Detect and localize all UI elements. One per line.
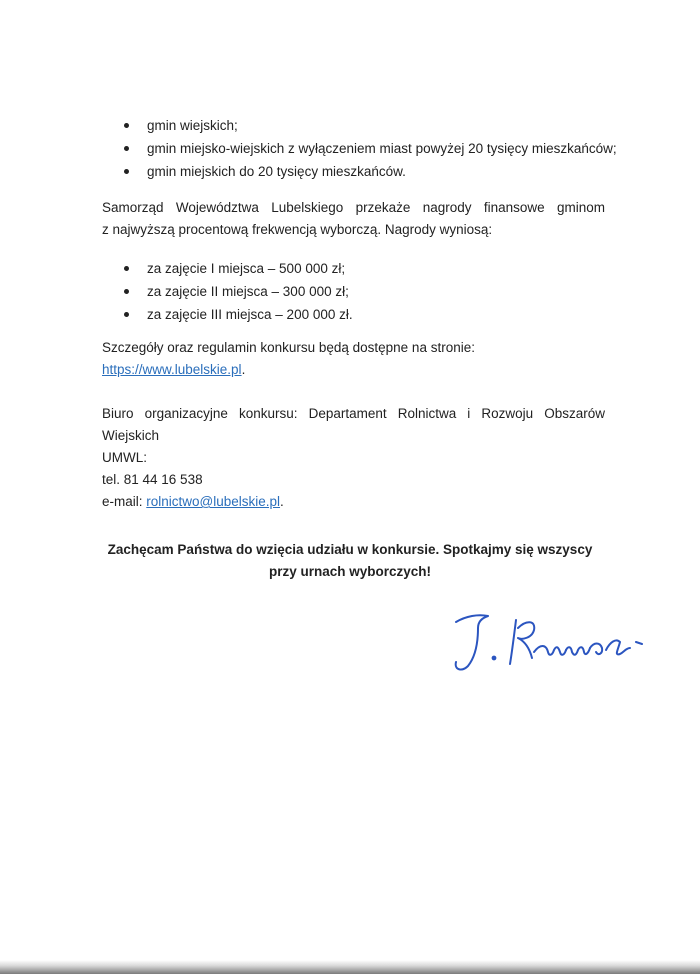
scan-edge-shadow: [0, 960, 700, 974]
office-line-2: UMWL:: [102, 450, 147, 465]
handwritten-signature-icon: [448, 608, 664, 678]
closing-line-2: przy urnach wyborczych!: [268, 564, 432, 579]
office-email-line: [102, 491, 605, 513]
list-item-text: za zajęcie II miejsca – 300 000 zł;: [147, 284, 349, 299]
list-item-text: gmin miejsko-wiejskich z wyłączeniem miast powyżej 20 tysięcy mieszkańców;: [147, 141, 617, 156]
list-item: [122, 303, 353, 326]
prizes-intro-line-1: Samorząd Województwa Lubelskiego przekaże nagrody finansowe gminom: [102, 200, 605, 215]
bullet-dot-icon: [124, 123, 129, 128]
bullet-dot-icon: [124, 266, 129, 271]
prizes-list: [122, 257, 353, 326]
closing-line-1: Zachęcam Państwa do wzięcia udziału w konkursie. Spotkajmy się wszyscy: [107, 542, 593, 557]
bullet-dot-icon: [124, 146, 129, 151]
list-item-text: gmin wiejskich;: [147, 118, 238, 133]
details-paragraph: [102, 337, 605, 381]
list-item: [122, 160, 617, 183]
office-line-1: Biuro organizacyjne konkursu: Departament Rolnictwa i Rozwoju Obszarów Wiejskich: [102, 406, 605, 443]
prizes-intro-line-2: z najwyższą procentową frekwencją wyborczą. Nagrody wyniosą:: [102, 222, 493, 237]
office-paragraph: [102, 403, 605, 513]
closing-appeal: [100, 539, 600, 583]
office-phone: tel. 81 44 16 538: [102, 472, 203, 487]
bullet-dot-icon: [124, 312, 129, 317]
municipality-list: [122, 114, 617, 183]
prizes-intro-paragraph: [102, 197, 605, 241]
bullet-dot-icon: [124, 169, 129, 174]
list-item: [122, 280, 353, 303]
details-url-suffix: .: [241, 362, 246, 377]
bullet-dot-icon: [124, 289, 129, 294]
details-url-line: [102, 359, 605, 381]
email-link[interactable]: rolnictwo@lubelskie.pl: [146, 494, 281, 509]
list-item-text: za zajęcie I miejsca – 500 000 zł;: [147, 261, 346, 276]
list-item: [122, 257, 353, 280]
email-suffix: .: [280, 494, 284, 509]
website-link[interactable]: https://www.lubelskie.pl: [102, 362, 242, 377]
email-label: e-mail:: [102, 494, 147, 509]
list-item-text: gmin miejskich do 20 tysięcy mieszkańców.: [147, 164, 406, 179]
details-text: Szczegóły oraz regulamin konkursu będą dostępne na stronie:: [102, 340, 475, 355]
list-item: [122, 137, 617, 160]
list-item-text: za zajęcie III miejsca – 200 000 zł.: [147, 307, 353, 322]
list-item: [122, 114, 617, 137]
